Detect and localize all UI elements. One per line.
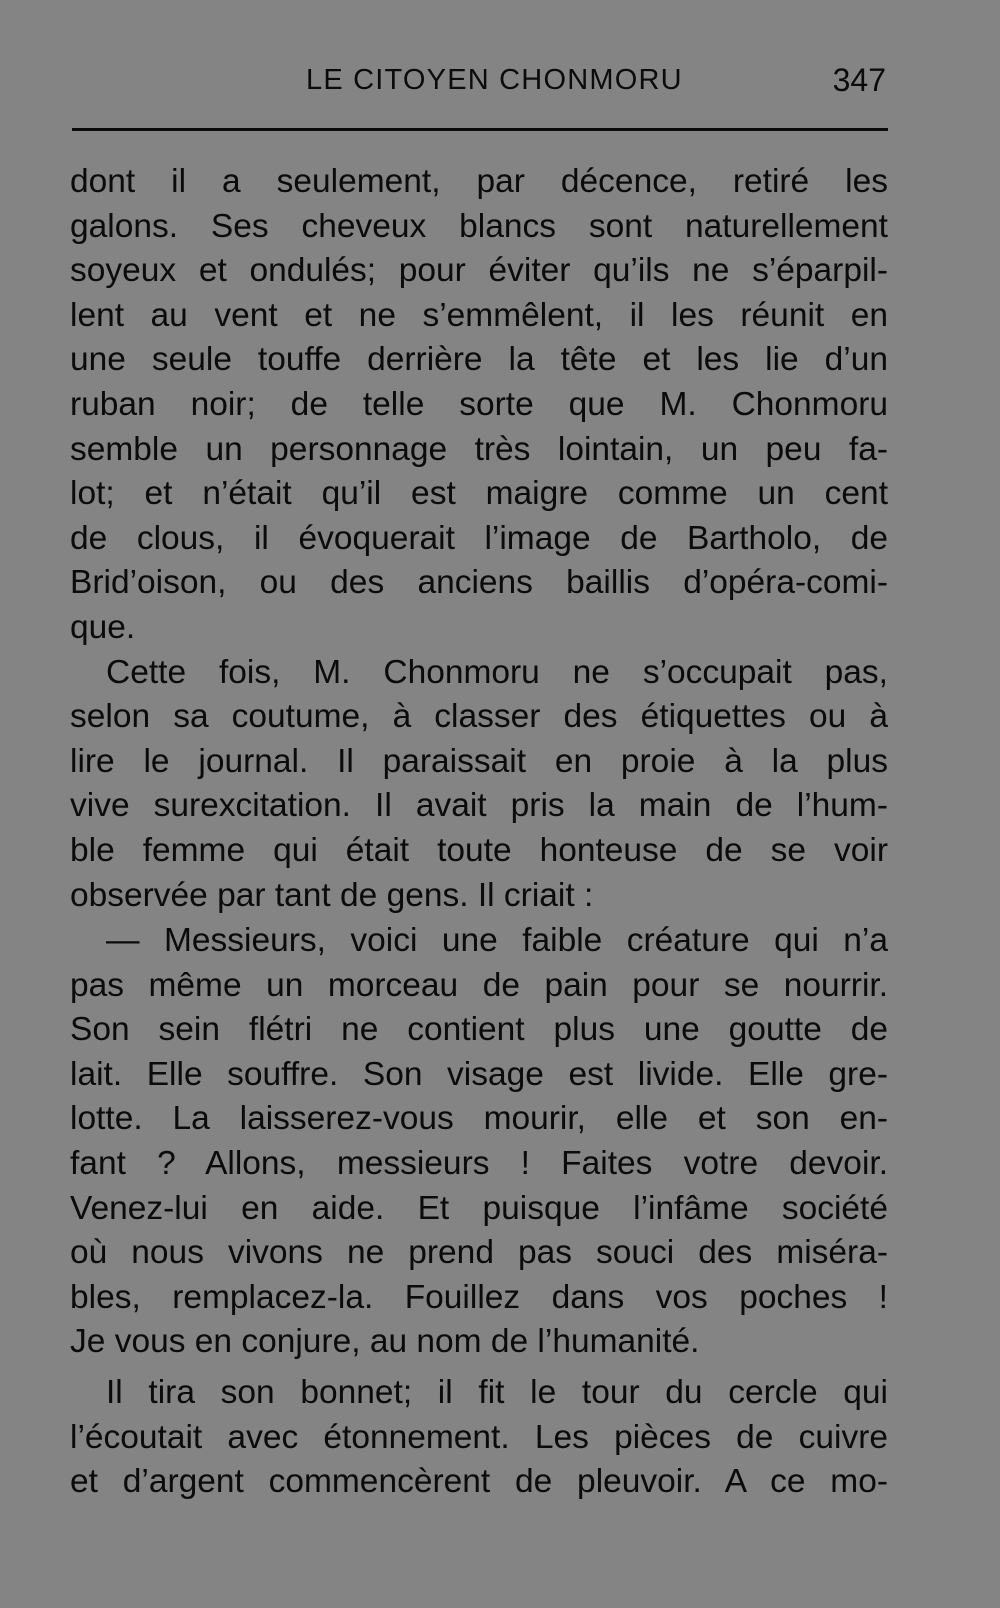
text-line: l’écoutait avec étonnement. Les pièces de cuivre	[70, 1418, 888, 1456]
text-line: une seule touffe derrière la tête et les lie d’un	[70, 341, 888, 379]
body-text	[70, 160, 888, 1505]
text-line: Cette fois, M. Chonmoru ne s’occupait pas,	[106, 653, 888, 691]
text-line: fant ? Allons, messieurs ! Faites votre devoir.	[70, 1145, 888, 1183]
text-line: selon sa coutume, à classer des étiquettes ou à	[70, 698, 888, 736]
text-line: lot; et n’était qu’il est maigre comme un cent	[70, 475, 888, 513]
text-line: lait. Elle souffre. Son visage est livide. Elle gre-	[70, 1055, 888, 1093]
text-line: Brid’oison, ou des anciens baillis d’opéra-comi-	[70, 564, 888, 602]
text-line: que.	[70, 608, 136, 646]
header-rule	[72, 128, 888, 131]
text-line: bles, remplacez-la. Fouillez dans vos poches !	[70, 1278, 888, 1316]
text-line: Son sein flétri ne contient plus une goutte de	[70, 1011, 888, 1049]
text-line: Venez-lui en aide. Et puisque l’infâme société	[70, 1189, 888, 1227]
text-line: Il tira son bonnet; il fit le tour du cercle qui	[106, 1374, 888, 1412]
text-line: où nous vivons ne prend pas souci des miséra-	[70, 1234, 888, 1272]
text-line: soyeux et ondulés; pour éviter qu’ils ne s’éparpil-	[70, 252, 888, 290]
text-line: galons. Ses cheveux blancs sont naturellement	[70, 207, 888, 245]
text-line: de clous, il évoquerait l’image de Bartholo, de	[70, 519, 888, 557]
text-line: vive surexcitation. Il avait pris la main de l’hum-	[70, 787, 888, 825]
text-line: observée par tant de gens. Il criait :	[70, 876, 594, 914]
text-line: lent au vent et ne s’emmêlent, il les réunit en	[70, 296, 888, 334]
text-line: ble femme qui était toute honteuse de se voir	[70, 831, 888, 869]
page-number: 347	[832, 62, 886, 98]
book-page	[70, 52, 888, 1501]
paragraph	[70, 160, 888, 651]
paragraph	[70, 919, 888, 1365]
running-header	[70, 52, 888, 112]
text-line: lotte. La laisserez-vous mourir, elle et son en-	[70, 1100, 888, 1138]
running-title: LE CITOYEN CHONMORU	[306, 64, 683, 96]
text-line: ruban noir; de telle sorte que M. Chonmoru	[70, 385, 888, 423]
text-line: — Messieurs, voici une faible créature qui n’a	[106, 922, 888, 960]
text-line: pas même un morceau de pain pour se nourrir.	[70, 966, 888, 1004]
text-line: semble un personnage très lointain, un peu fa-	[70, 430, 888, 468]
text-line: Je vous en conjure, au nom de l’humanité.	[70, 1323, 700, 1361]
paragraph	[70, 1371, 888, 1505]
text-line: dont il a seulement, par décence, retiré les	[70, 163, 888, 200]
text-line: et d’argent commencèrent de pleuvoir. A ce mo-	[70, 1463, 888, 1501]
text-line: lire le journal. Il paraissait en proie à la plus	[70, 742, 888, 780]
paragraph	[70, 651, 888, 919]
